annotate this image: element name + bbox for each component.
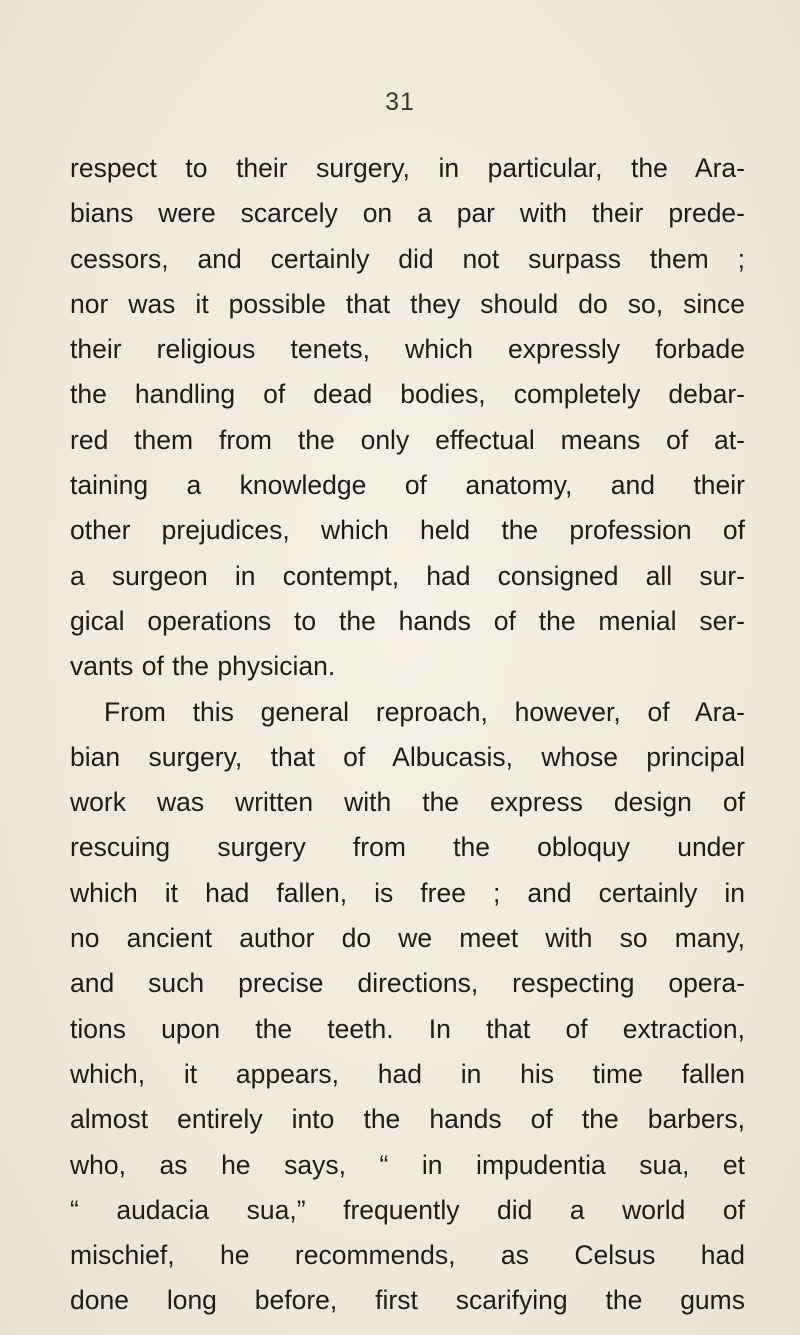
text-line: bian surgery, that of Albucasis, whose principal — [70, 741, 745, 772]
page-number: 31 — [385, 88, 415, 116]
text-line: taining a knowledge of anatomy, and their — [70, 470, 745, 501]
text-line: no ancient author do we meet with so many, — [70, 923, 745, 954]
text-line: From this general reproach, however, of Ara- — [104, 696, 745, 727]
text-line: mischief, he recommends, as Celsus had — [70, 1240, 745, 1271]
text-line: and such precise directions, respecting opera- — [70, 968, 745, 999]
text-line: who, as he says, “ in impudentia sua, et — [70, 1149, 745, 1180]
text-line: work was written with the express design of — [70, 787, 745, 818]
text-line: respect to their surgery, in particular, the Ara- — [70, 153, 745, 183]
text-line: which, it appears, had in his time fallen — [70, 1058, 745, 1089]
text-line: almost entirely into the hands of the barbers, — [70, 1104, 745, 1135]
text-line: a surgeon in contempt, had consigned all sur- — [70, 560, 745, 591]
text-line: which it had fallen, is free ; and certainly in — [70, 877, 745, 908]
text-line: the handling of dead bodies, completely debar- — [70, 379, 745, 410]
text-line: vants of the physician. — [70, 651, 336, 682]
text-line: gical operations to the hands of the menial ser- — [70, 605, 745, 636]
text-line: cessors, and certainly did not surpass them ; — [70, 243, 745, 274]
text-line: red them from the only effectual means of at- — [70, 424, 745, 455]
text-line: rescuing surgery from the obloquy under — [70, 832, 745, 863]
text-line: “ audacia sua,” frequently did a world of — [70, 1194, 745, 1225]
body-text — [70, 146, 745, 1324]
text-line: bians were scarcely on a par with their prede- — [70, 198, 745, 229]
text-line: nor was it possible that they should do so, since — [70, 288, 745, 319]
text-line: other prejudices, which held the profession of — [70, 515, 745, 546]
text-line: done long before, first scarifying the gums — [70, 1285, 745, 1316]
text-line: tions upon the teeth. In that of extraction, — [70, 1013, 745, 1044]
text-line: their religious tenets, which expressly forbade — [70, 334, 745, 365]
